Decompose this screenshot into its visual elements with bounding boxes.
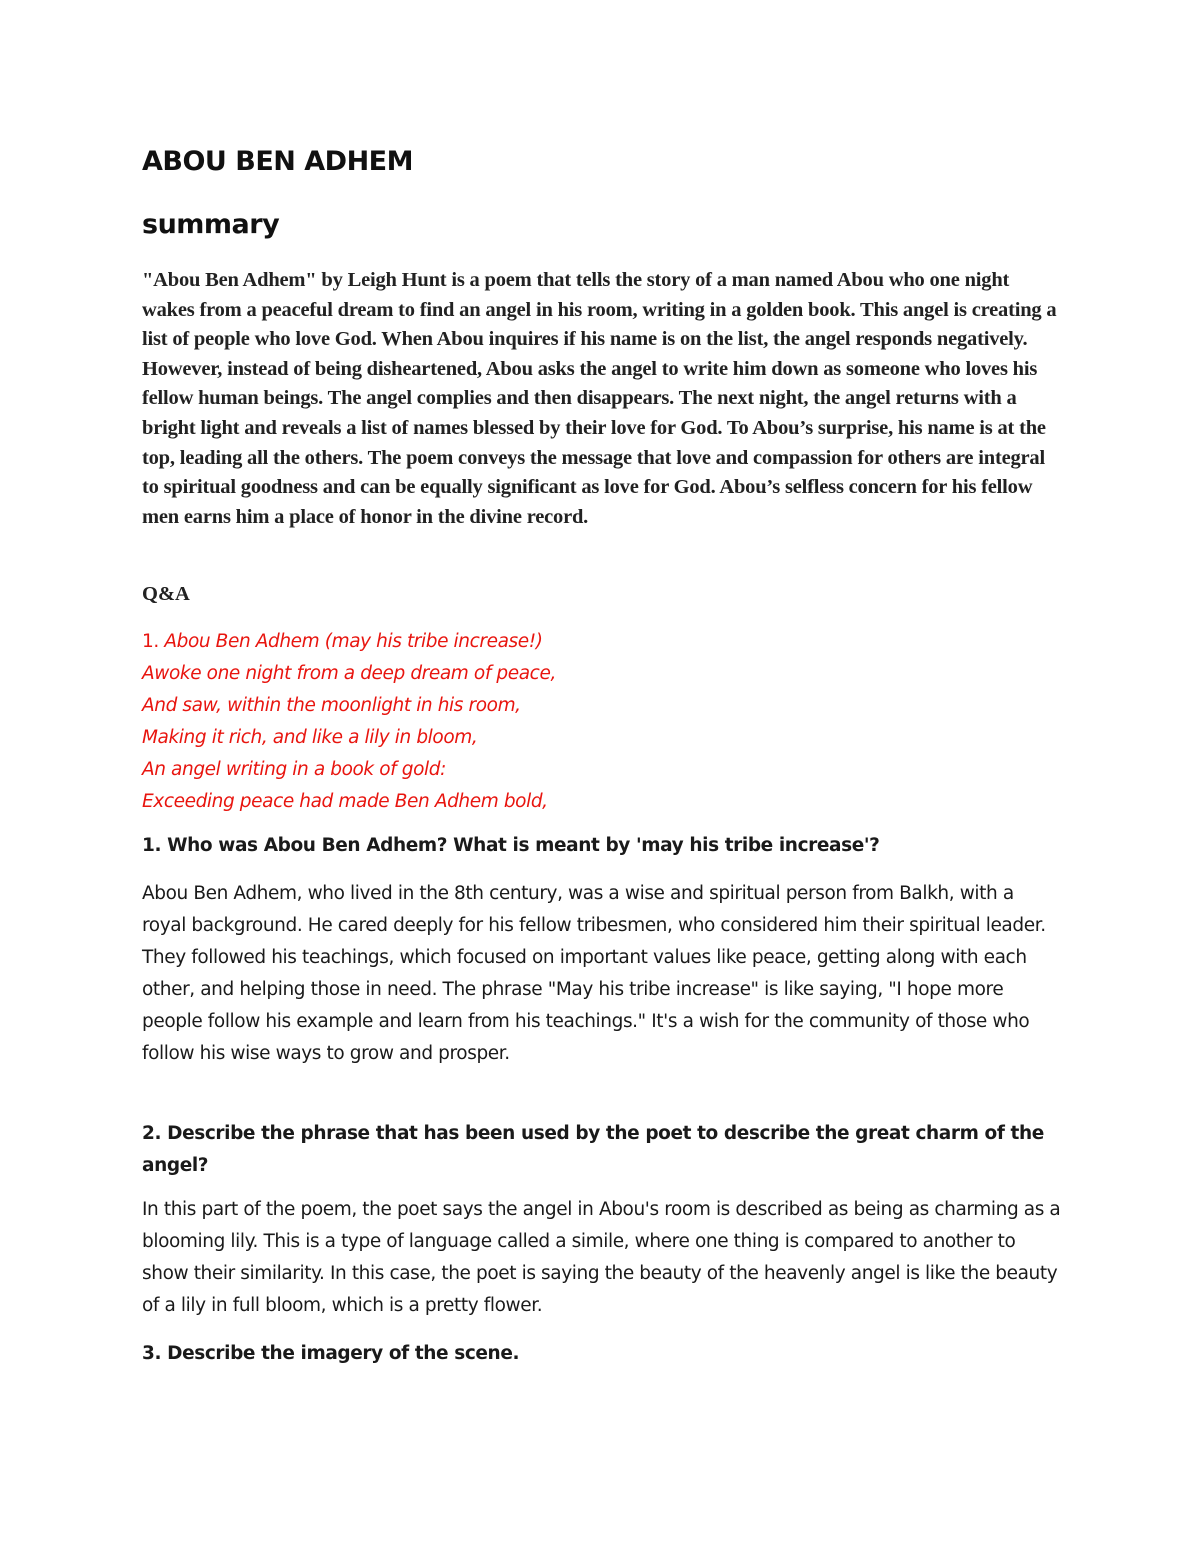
document-title: ABOU BEN ADHEM <box>142 146 413 177</box>
question-1: 1. Who was Abou Ben Adhem? What is meant by 'may his tribe increase'? <box>142 835 880 856</box>
poem-line: 1. Abou Ben Adhem (may his tribe increase!) <box>142 631 543 652</box>
question-3: 3. Describe the imagery of the scene. <box>142 1343 520 1364</box>
summary-paragraph: "Abou Ben Adhem" by Leigh Hunt is a poem that tells the story of a man named Abou who one night wakes from a peaceful dream to find an angel in his room, writing in a golden book. This angel is creating a list of people who love God. When Abou inquires if his name is on the list, the angel responds negatively. However, instead of being disheartened, Abou asks the angel to write him down as someone who loves his fellow human beings. The angel complies and then disappears. The next night, the angel returns with a bright light and reveals a list of names blessed by their love for God. To Abou’s surprise, his name is at the top, leading all the others. The poem conveys the message that love and compassion for others are integral to spiritual goodness and can be equally significant as love for God. Abou’s selfless concern for his fellow men earns him a place of honor in the divine record. <box>142 269 1057 528</box>
poem-line: Making it rich, and like a lily in bloom, <box>142 727 478 748</box>
poem-excerpt <box>142 626 556 818</box>
poem-line: And saw, within the moonlight in his room, <box>142 695 521 716</box>
section-heading-summary: summary <box>142 209 280 240</box>
poem-line: Awoke one night from a deep dream of peace, <box>142 663 556 684</box>
poem-line: An angel writing in a book of gold: <box>142 759 446 780</box>
answer-2: In this part of the poem, the poet says the angel in Abou's room is described as being as charming as a blooming lily. This is a type of language called a simile, where one thing is compared to another to show their similarity. In this case, the poet is saying the beauty of the heavenly angel is like the beauty of a lily in full bloom, which is a pretty flower. <box>142 1199 1061 1316</box>
poem-line: Exceeding peace had made Ben Adhem bold, <box>142 791 548 812</box>
question-2: 2. Describe the phrase that has been used by the poet to describe the great charm of the angel? <box>142 1123 1044 1176</box>
poem-excerpt-number: 1. <box>142 631 159 652</box>
answer-1: Abou Ben Adhem, who lived in the 8th century, was a wise and spiritual person from Balkh, with a royal background. He cared deeply for his fellow tribesmen, who considered him their spiritual leader. They followed his teachings, which focused on important values like peace, getting along with each other, and helping those in need. The phrase "May his tribe increase" is like saying, "I hope more people follow his example and learn from his teachings." It's a wish for the community of those who follow his wise ways to grow and prosper. <box>142 883 1046 1064</box>
section-heading-qa: Q&A <box>142 583 190 605</box>
